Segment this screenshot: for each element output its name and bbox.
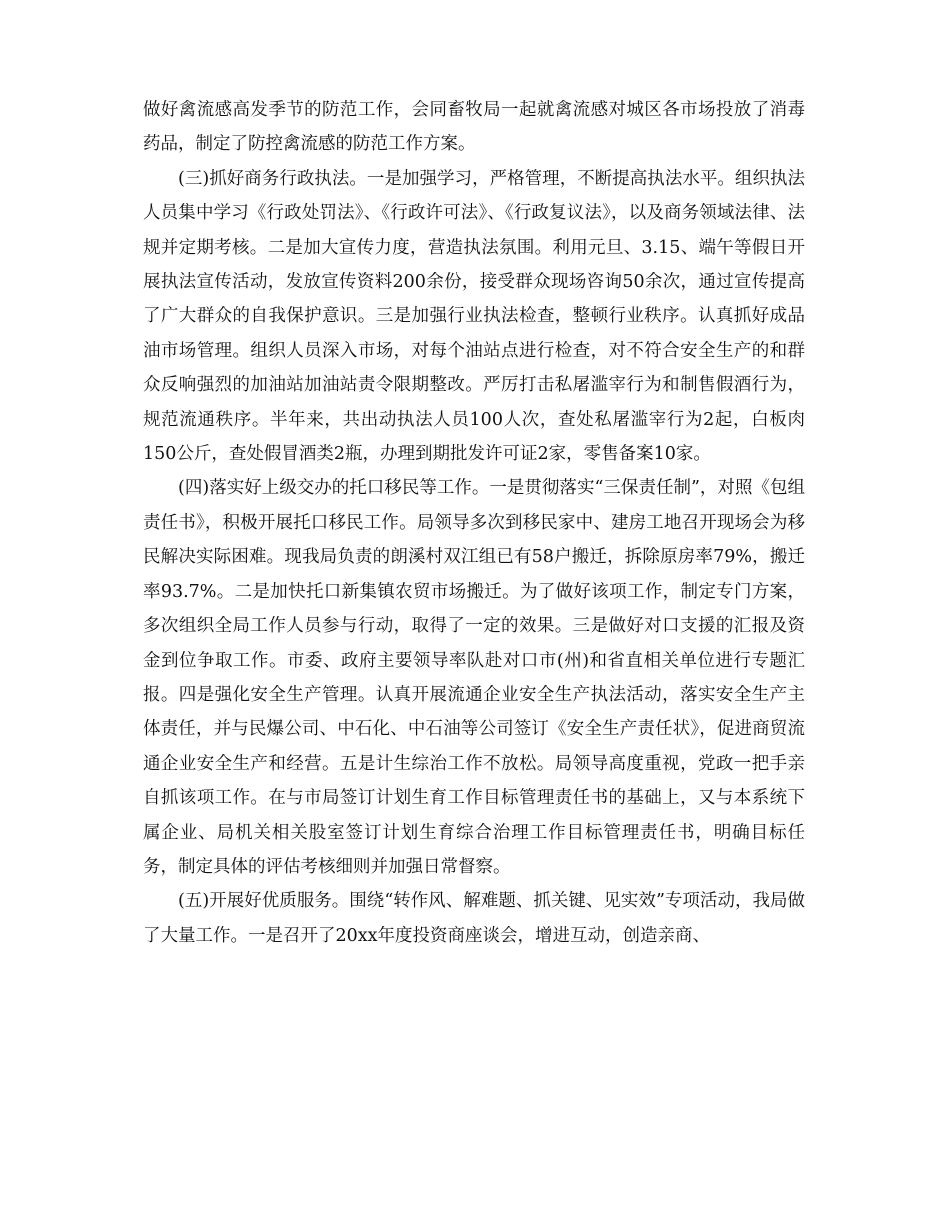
paragraph-continuation: 做好禽流感高发季节的防范工作，会同畜牧局一起就禽流感对城区各市场投放了消毒药品，制定了防控禽流感的防范工作方案。	[143, 100, 805, 155]
paragraph-administrative-enforcement: (三)抓好商务行政执法。一是加强学习，严格管理，不断提高执法水平。组织执法人员集中学习《行政处罚法》、《行政许可法》、《行政复议法》，以及商务领域法律、法规并定期考核。二是加大宣传力度，营造执法氛围。利用元旦、3.15、端午等假日开展执法宣传活动，发放宣传资料200余份，接受群众现场咨询50余次，通过宣传提高了广大群众的自我保护意识。三是加强行业执法检查，整顿行业秩序。认真抓好成品油市场管理。组织人员深入市场，对每个油站点进行检查，对不符合安全生产的和群众反响强烈的加油站加油站责令限期整改。严厉打击私屠滥宰行为和制售假酒行为，规范流通秩序。半年来，共出动执法人员100人次，查处私屠滥宰行为2起，白板肉150公斤，查处假冒酒类2瓶，办理到期批发许可证2家，零售备案10家。	[143, 168, 805, 465]
paragraph-quality-service: (五)开展好优质服务。围绕“转作风、解难题、抓关键、见实效”专项活动，我局做了大量工作。一是召开了20xx年度投资商座谈会，增进互动，创造亲商、	[143, 891, 805, 946]
paragraph-tuokou-migration: (四)落实好上级交办的托口移民等工作。一是贯彻落实“三保责任制”，对照《包组责任书》，积极开展托口移民工作。局领导多次到移民家中、建房工地召开现场会为移民解决实际困难。现我局负责的朗溪村双江组已有58户搬迁，拆除原房率79%，搬迁率93.7%。二是加快托口新集镇农贸市场搬迁。为了做好该项工作，制定专门方案，多次组织全局工作人员参与行动，取得了一定的效果。三是做好对口支援的汇报及资金到位争取工作。市委、政府主要领导率队赴对口市(州)和省直相关单位进行专题汇报。四是强化安全生产管理。认真开展流通企业安全生产执法活动，落实安全生产主体责任，并与民爆公司、中石化、中石油等公司签订《安全生产责任状》，促进商贸流通企业安全生产和经营。五是计生综治工作不放松。局领导高度重视，党政一把手亲自抓该项工作。在与市局签订计划生育工作目标管理责任书的基础上，又与本系统下属企业、局机关相关股室签订计划生育综合治理工作目标管理责任书，明确目标任务，制定具体的评估考核细则并加强日常督察。	[143, 478, 805, 877]
document-body	[143, 93, 805, 953]
